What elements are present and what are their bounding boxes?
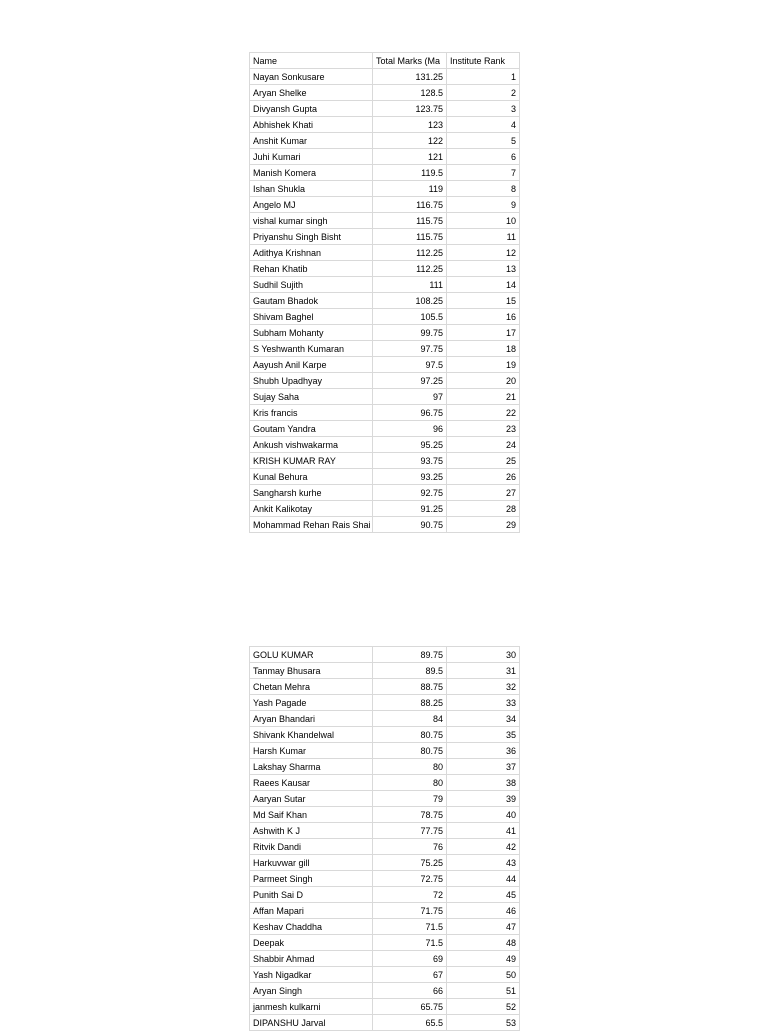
table-row bbox=[250, 133, 520, 149]
cell-total-marks[interactable]: 80 bbox=[373, 759, 447, 775]
cell-institute-rank[interactable]: 5 bbox=[447, 133, 520, 149]
cell-total-marks[interactable]: 76 bbox=[373, 839, 447, 855]
cell-total-marks[interactable]: 128.5 bbox=[373, 85, 447, 101]
cell-total-marks[interactable]: 92.75 bbox=[373, 485, 447, 501]
cell-institute-rank[interactable]: 6 bbox=[447, 149, 520, 165]
table-row bbox=[250, 887, 520, 903]
cell-total-marks[interactable]: 119.5 bbox=[373, 165, 447, 181]
results-table-top bbox=[249, 52, 520, 533]
results-table-bottom-body bbox=[250, 647, 520, 1031]
cell-institute-rank[interactable]: 51 bbox=[447, 983, 520, 999]
table-row bbox=[250, 663, 520, 679]
cell-institute-rank[interactable]: 33 bbox=[447, 695, 520, 711]
table-row bbox=[250, 1015, 520, 1031]
cell-institute-rank[interactable]: 48 bbox=[447, 935, 520, 951]
cell-institute-rank[interactable]: 30 bbox=[447, 647, 520, 663]
cell-institute-rank[interactable]: 26 bbox=[447, 469, 520, 485]
cell-institute-rank[interactable]: 16 bbox=[447, 309, 520, 325]
cell-total-marks[interactable]: 97.75 bbox=[373, 341, 447, 357]
table-row bbox=[250, 727, 520, 743]
cell-name[interactable]: DIPANSHU Jarval bbox=[250, 1015, 373, 1031]
cell-name[interactable]: Sudhil Sujith bbox=[250, 277, 373, 293]
cell-institute-rank[interactable]: 40 bbox=[447, 807, 520, 823]
table-row bbox=[250, 85, 520, 101]
cell-institute-rank[interactable]: 39 bbox=[447, 791, 520, 807]
cell-total-marks[interactable]: 93.25 bbox=[373, 469, 447, 485]
table-row bbox=[250, 935, 520, 951]
cell-institute-rank[interactable]: 52 bbox=[447, 999, 520, 1015]
cell-name[interactable]: Mohammad Rehan Rais Shai bbox=[250, 517, 373, 533]
table-row bbox=[250, 373, 520, 389]
results-table-bottom bbox=[249, 646, 520, 1031]
cell-total-marks[interactable]: 105.5 bbox=[373, 309, 447, 325]
cell-institute-rank[interactable]: 3 bbox=[447, 101, 520, 117]
cell-name[interactable]: Ishan Shukla bbox=[250, 181, 373, 197]
cell-name[interactable]: Ankit Kalikotay bbox=[250, 501, 373, 517]
table-row bbox=[250, 277, 520, 293]
cell-name[interactable]: Aryan Singh bbox=[250, 983, 373, 999]
cell-name[interactable]: Manish Komera bbox=[250, 165, 373, 181]
cell-name[interactable]: Yash Nigadkar bbox=[250, 967, 373, 983]
cell-total-marks[interactable]: 122 bbox=[373, 133, 447, 149]
cell-name[interactable]: Keshav Chaddha bbox=[250, 919, 373, 935]
cell-institute-rank[interactable]: 23 bbox=[447, 421, 520, 437]
table-row bbox=[250, 309, 520, 325]
cell-institute-rank[interactable]: 7 bbox=[447, 165, 520, 181]
table-row bbox=[250, 839, 520, 855]
table-row bbox=[250, 293, 520, 309]
cell-total-marks[interactable]: 99.75 bbox=[373, 325, 447, 341]
cell-total-marks[interactable]: 97 bbox=[373, 389, 447, 405]
table-row bbox=[250, 855, 520, 871]
cell-name[interactable]: Harsh Kumar bbox=[250, 743, 373, 759]
table-row bbox=[250, 245, 520, 261]
cell-name[interactable]: janmesh kulkarni bbox=[250, 999, 373, 1015]
cell-institute-rank[interactable]: 8 bbox=[447, 181, 520, 197]
cell-institute-rank[interactable]: 11 bbox=[447, 229, 520, 245]
table-row bbox=[250, 903, 520, 919]
cell-institute-rank[interactable]: 31 bbox=[447, 663, 520, 679]
cell-name[interactable]: Affan Mapari bbox=[250, 903, 373, 919]
cell-total-marks[interactable]: 65.5 bbox=[373, 1015, 447, 1031]
cell-institute-rank[interactable]: 13 bbox=[447, 261, 520, 277]
table-row bbox=[250, 213, 520, 229]
cell-total-marks[interactable]: 89.75 bbox=[373, 647, 447, 663]
table-row bbox=[250, 421, 520, 437]
cell-institute-rank[interactable]: 47 bbox=[447, 919, 520, 935]
cell-institute-rank[interactable]: 17 bbox=[447, 325, 520, 341]
cell-institute-rank[interactable]: 53 bbox=[447, 1015, 520, 1031]
cell-total-marks[interactable]: 123 bbox=[373, 117, 447, 133]
cell-total-marks[interactable]: 97.5 bbox=[373, 357, 447, 373]
cell-name[interactable]: Md Saif Khan bbox=[250, 807, 373, 823]
table-row bbox=[250, 999, 520, 1015]
cell-name[interactable]: Aayush Anil Karpe bbox=[250, 357, 373, 373]
cell-total-marks[interactable]: 67 bbox=[373, 967, 447, 983]
cell-institute-rank[interactable]: 32 bbox=[447, 679, 520, 695]
cell-institute-rank[interactable]: 20 bbox=[447, 373, 520, 389]
cell-name[interactable]: Tanmay Bhusara bbox=[250, 663, 373, 679]
cell-total-marks[interactable]: 80.75 bbox=[373, 743, 447, 759]
table-row bbox=[250, 469, 520, 485]
cell-total-marks[interactable]: 69 bbox=[373, 951, 447, 967]
cell-total-marks[interactable]: 91.25 bbox=[373, 501, 447, 517]
cell-name[interactable]: Sujay Saha bbox=[250, 389, 373, 405]
cell-name[interactable]: Kunal Behura bbox=[250, 469, 373, 485]
cell-name[interactable]: Chetan Mehra bbox=[250, 679, 373, 695]
table-row bbox=[250, 647, 520, 663]
cell-total-marks[interactable]: 90.75 bbox=[373, 517, 447, 533]
table-row bbox=[250, 261, 520, 277]
cell-institute-rank[interactable]: 19 bbox=[447, 357, 520, 373]
cell-total-marks[interactable]: 80.75 bbox=[373, 727, 447, 743]
table-row bbox=[250, 405, 520, 421]
header-institute-rank[interactable]: Institute Rank bbox=[447, 53, 520, 69]
table-row bbox=[250, 517, 520, 533]
cell-institute-rank[interactable]: 4 bbox=[447, 117, 520, 133]
cell-name[interactable]: KRISH KUMAR RAY bbox=[250, 453, 373, 469]
cell-name[interactable]: Rehan Khatib bbox=[250, 261, 373, 277]
cell-total-marks[interactable]: 84 bbox=[373, 711, 447, 727]
cell-name[interactable]: Divyansh Gupta bbox=[250, 101, 373, 117]
cell-name[interactable]: Ritvik Dandi bbox=[250, 839, 373, 855]
table-row bbox=[250, 485, 520, 501]
cell-name[interactable]: Aaryan Sutar bbox=[250, 791, 373, 807]
cell-institute-rank[interactable]: 1 bbox=[447, 69, 520, 85]
cell-name[interactable]: Harkuvwar gill bbox=[250, 855, 373, 871]
table-row bbox=[250, 951, 520, 967]
table-row bbox=[250, 101, 520, 117]
cell-name[interactable]: vishal kumar singh bbox=[250, 213, 373, 229]
cell-institute-rank[interactable]: 29 bbox=[447, 517, 520, 533]
cell-name[interactable]: Yash Pagade bbox=[250, 695, 373, 711]
cell-institute-rank[interactable]: 28 bbox=[447, 501, 520, 517]
cell-institute-rank[interactable]: 42 bbox=[447, 839, 520, 855]
cell-total-marks[interactable]: 71.5 bbox=[373, 935, 447, 951]
cell-institute-rank[interactable]: 12 bbox=[447, 245, 520, 261]
cell-total-marks[interactable]: 88.75 bbox=[373, 679, 447, 695]
table-row bbox=[250, 341, 520, 357]
table-row bbox=[250, 775, 520, 791]
table-row bbox=[250, 229, 520, 245]
cell-total-marks[interactable]: 72.75 bbox=[373, 871, 447, 887]
cell-name[interactable]: Aryan Bhandari bbox=[250, 711, 373, 727]
table-row bbox=[250, 919, 520, 935]
cell-total-marks[interactable]: 89.5 bbox=[373, 663, 447, 679]
table-row bbox=[250, 117, 520, 133]
table-row bbox=[250, 983, 520, 999]
cell-total-marks[interactable]: 112.25 bbox=[373, 261, 447, 277]
table-row bbox=[250, 149, 520, 165]
cell-name[interactable]: Shivank Khandelwal bbox=[250, 727, 373, 743]
cell-name[interactable]: Punith Sai D bbox=[250, 887, 373, 903]
cell-total-marks[interactable]: 108.25 bbox=[373, 293, 447, 309]
cell-institute-rank[interactable]: 37 bbox=[447, 759, 520, 775]
cell-total-marks[interactable]: 96 bbox=[373, 421, 447, 437]
cell-name[interactable]: Parmeet Singh bbox=[250, 871, 373, 887]
cell-institute-rank[interactable]: 41 bbox=[447, 823, 520, 839]
cell-institute-rank[interactable]: 2 bbox=[447, 85, 520, 101]
table-row bbox=[250, 967, 520, 983]
cell-total-marks[interactable]: 78.75 bbox=[373, 807, 447, 823]
cell-name[interactable]: GOLU KUMAR bbox=[250, 647, 373, 663]
table-row bbox=[250, 695, 520, 711]
cell-total-marks[interactable]: 96.75 bbox=[373, 405, 447, 421]
cell-name[interactable]: Abhishek Khati bbox=[250, 117, 373, 133]
cell-institute-rank[interactable]: 14 bbox=[447, 277, 520, 293]
table-row bbox=[250, 453, 520, 469]
cell-name[interactable]: Angelo MJ bbox=[250, 197, 373, 213]
cell-name[interactable]: Juhi Kumari bbox=[250, 149, 373, 165]
cell-total-marks[interactable]: 93.75 bbox=[373, 453, 447, 469]
cell-name[interactable]: S Yeshwanth Kumaran bbox=[250, 341, 373, 357]
results-table-top-body bbox=[250, 53, 520, 533]
table-row bbox=[250, 69, 520, 85]
table-row bbox=[250, 759, 520, 775]
cell-total-marks[interactable]: 95.25 bbox=[373, 437, 447, 453]
cell-name[interactable]: Kris francis bbox=[250, 405, 373, 421]
table-row bbox=[250, 871, 520, 887]
cell-total-marks[interactable]: 115.75 bbox=[373, 213, 447, 229]
cell-institute-rank[interactable]: 45 bbox=[447, 887, 520, 903]
cell-institute-rank[interactable]: 34 bbox=[447, 711, 520, 727]
table-row bbox=[250, 679, 520, 695]
table-row bbox=[250, 197, 520, 213]
cell-total-marks[interactable]: 65.75 bbox=[373, 999, 447, 1015]
table-row bbox=[250, 437, 520, 453]
table-row bbox=[250, 165, 520, 181]
cell-name[interactable]: Adithya Krishnan bbox=[250, 245, 373, 261]
cell-institute-rank[interactable]: 27 bbox=[447, 485, 520, 501]
cell-institute-rank[interactable]: 49 bbox=[447, 951, 520, 967]
cell-name[interactable]: Shubh Upadhyay bbox=[250, 373, 373, 389]
cell-total-marks[interactable]: 119 bbox=[373, 181, 447, 197]
cell-institute-rank[interactable]: 22 bbox=[447, 405, 520, 421]
cell-institute-rank[interactable]: 18 bbox=[447, 341, 520, 357]
cell-name[interactable]: Shivam Baghel bbox=[250, 309, 373, 325]
cell-total-marks[interactable]: 116.75 bbox=[373, 197, 447, 213]
table-row bbox=[250, 389, 520, 405]
cell-institute-rank[interactable]: 15 bbox=[447, 293, 520, 309]
cell-institute-rank[interactable]: 35 bbox=[447, 727, 520, 743]
table-row bbox=[250, 791, 520, 807]
cell-institute-rank[interactable]: 38 bbox=[447, 775, 520, 791]
cell-name[interactable]: Nayan Sonkusare bbox=[250, 69, 373, 85]
cell-institute-rank[interactable]: 44 bbox=[447, 871, 520, 887]
table-row bbox=[250, 357, 520, 373]
table-row bbox=[250, 501, 520, 517]
cell-name[interactable]: Gautam Bhadok bbox=[250, 293, 373, 309]
table-row bbox=[250, 807, 520, 823]
cell-total-marks[interactable]: 79 bbox=[373, 791, 447, 807]
cell-name[interactable]: Lakshay Sharma bbox=[250, 759, 373, 775]
cell-name[interactable]: Anshit Kumar bbox=[250, 133, 373, 149]
table-row bbox=[250, 823, 520, 839]
cell-name[interactable]: Shabbir Ahmad bbox=[250, 951, 373, 967]
cell-name[interactable]: Ashwith K J bbox=[250, 823, 373, 839]
cell-institute-rank[interactable]: 9 bbox=[447, 197, 520, 213]
cell-institute-rank[interactable]: 21 bbox=[447, 389, 520, 405]
table-row bbox=[250, 711, 520, 727]
table-row bbox=[250, 743, 520, 759]
cell-institute-rank[interactable]: 36 bbox=[447, 743, 520, 759]
cell-name[interactable]: Goutam Yandra bbox=[250, 421, 373, 437]
cell-total-marks[interactable]: 111 bbox=[373, 277, 447, 293]
header-total-marks[interactable]: Total Marks (Ma bbox=[373, 53, 447, 69]
cell-institute-rank[interactable]: 43 bbox=[447, 855, 520, 871]
cell-institute-rank[interactable]: 50 bbox=[447, 967, 520, 983]
cell-total-marks[interactable]: 71.75 bbox=[373, 903, 447, 919]
table-row bbox=[250, 325, 520, 341]
cell-institute-rank[interactable]: 24 bbox=[447, 437, 520, 453]
header-name[interactable]: Name bbox=[250, 53, 373, 69]
cell-total-marks[interactable]: 72 bbox=[373, 887, 447, 903]
cell-total-marks[interactable]: 77.75 bbox=[373, 823, 447, 839]
cell-name[interactable]: Sangharsh kurhe bbox=[250, 485, 373, 501]
cell-name[interactable]: Aryan Shelke bbox=[250, 85, 373, 101]
cell-name[interactable]: Raees Kausar bbox=[250, 775, 373, 791]
cell-institute-rank[interactable]: 10 bbox=[447, 213, 520, 229]
cell-total-marks[interactable]: 115.75 bbox=[373, 229, 447, 245]
cell-total-marks[interactable]: 71.5 bbox=[373, 919, 447, 935]
cell-total-marks[interactable]: 123.75 bbox=[373, 101, 447, 117]
cell-total-marks[interactable]: 75.25 bbox=[373, 855, 447, 871]
header-row bbox=[250, 53, 520, 69]
cell-total-marks[interactable]: 80 bbox=[373, 775, 447, 791]
cell-total-marks[interactable]: 66 bbox=[373, 983, 447, 999]
cell-total-marks[interactable]: 97.25 bbox=[373, 373, 447, 389]
cell-name[interactable]: Priyanshu Singh Bisht bbox=[250, 229, 373, 245]
cell-institute-rank[interactable]: 46 bbox=[447, 903, 520, 919]
cell-institute-rank[interactable]: 25 bbox=[447, 453, 520, 469]
cell-total-marks[interactable]: 121 bbox=[373, 149, 447, 165]
cell-name[interactable]: Subham Mohanty bbox=[250, 325, 373, 341]
cell-total-marks[interactable]: 88.25 bbox=[373, 695, 447, 711]
table-row bbox=[250, 181, 520, 197]
cell-name[interactable]: Ankush vishwakarma bbox=[250, 437, 373, 453]
cell-total-marks[interactable]: 131.25 bbox=[373, 69, 447, 85]
cell-total-marks[interactable]: 112.25 bbox=[373, 245, 447, 261]
cell-name[interactable]: Deepak bbox=[250, 935, 373, 951]
